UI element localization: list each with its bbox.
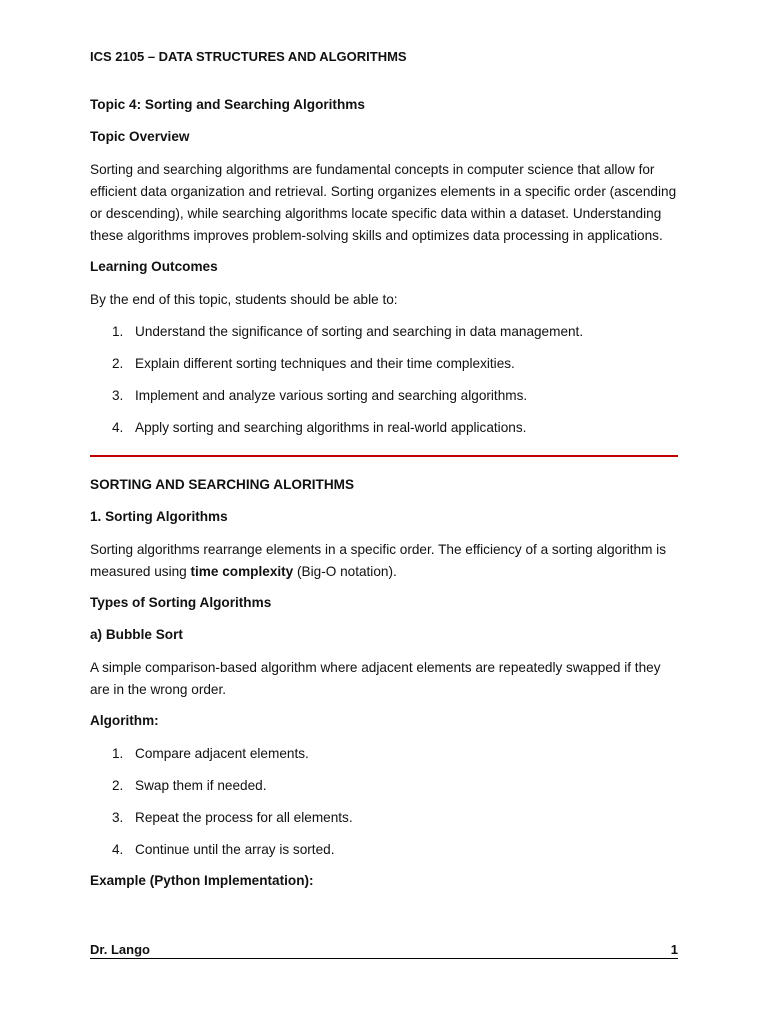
overview-paragraph: Sorting and searching algorithms are fundamental concepts in computer science that allow for efficient data organization and retrieval. Sorting organizes elements in a specific order (ascending or descending), while searching algorithms locate specific data within a dataset. Understanding these algorithms improves problem-solving skills and optimizes data processing in applications. [90, 162, 677, 243]
bubble-sort-heading: a) Bubble Sort [90, 627, 183, 642]
footer-author: Dr. Lango [90, 942, 150, 957]
example-heading: Example (Python Implementation): [90, 873, 314, 888]
page-content [90, 95, 678, 903]
list-item [90, 839, 678, 861]
bubble-sort-paragraph: A simple comparison-based algorithm where adjacent elements are repeatedly swapped if they are in the wrong order. [90, 660, 661, 697]
sorting-intro-paragraph [90, 539, 678, 583]
sorting-intro-text-end: (Big-O notation). [293, 564, 397, 579]
list-number: 1. [112, 746, 124, 761]
list-item [90, 353, 678, 375]
sorting-subheading: 1. Sorting Algorithms [90, 509, 228, 524]
list-text: Repeat the process for all elements. [135, 810, 353, 825]
list-number: 2. [112, 356, 124, 371]
list-text: Understand the significance of sorting and searching in data management. [135, 324, 584, 339]
outcomes-heading: Learning Outcomes [90, 259, 218, 274]
page-footer [90, 942, 678, 959]
overview-heading: Topic Overview [90, 129, 190, 144]
outcomes-list [90, 321, 678, 439]
list-number: 3. [112, 388, 124, 403]
course-title: ICS 2105 – DATA STRUCTURES AND ALGORITHMS [90, 49, 407, 64]
document-page [90, 0, 678, 1024]
time-complexity-term: time complexity [190, 564, 294, 579]
outcomes-intro: By the end of this topic, students should be able to: [90, 292, 398, 307]
list-number: 3. [112, 810, 124, 825]
list-number: 4. [112, 842, 124, 857]
list-text: Continue until the array is sorted. [135, 842, 335, 857]
list-text: Explain different sorting techniques and their time complexities. [135, 356, 515, 371]
list-item [90, 417, 678, 439]
algorithm-heading: Algorithm: [90, 713, 159, 728]
list-text: Compare adjacent elements. [135, 746, 309, 761]
list-item [90, 385, 678, 407]
list-text: Implement and analyze various sorting and searching algorithms. [135, 388, 528, 403]
list-number: 2. [112, 778, 124, 793]
list-item [90, 807, 678, 829]
algorithm-steps-list [90, 743, 678, 861]
list-item [90, 321, 678, 343]
section-heading: SORTING AND SEARCHING ALORITHMS [90, 477, 355, 492]
sorting-intro-text: Sorting algorithms rearrange elements in a specific order. The efficiency of a sorting algorithm is measured using [90, 542, 667, 579]
list-item [90, 743, 678, 765]
list-number: 1. [112, 324, 124, 339]
page-number: 1 [670, 942, 678, 957]
topic-title: Topic 4: Sorting and Searching Algorithms [90, 97, 365, 112]
section-divider [90, 455, 678, 457]
list-text: Swap them if needed. [135, 778, 267, 793]
list-text: Apply sorting and searching algorithms in real-world applications. [135, 420, 527, 435]
types-heading: Types of Sorting Algorithms [90, 595, 272, 610]
list-number: 4. [112, 420, 124, 435]
list-item [90, 775, 678, 797]
